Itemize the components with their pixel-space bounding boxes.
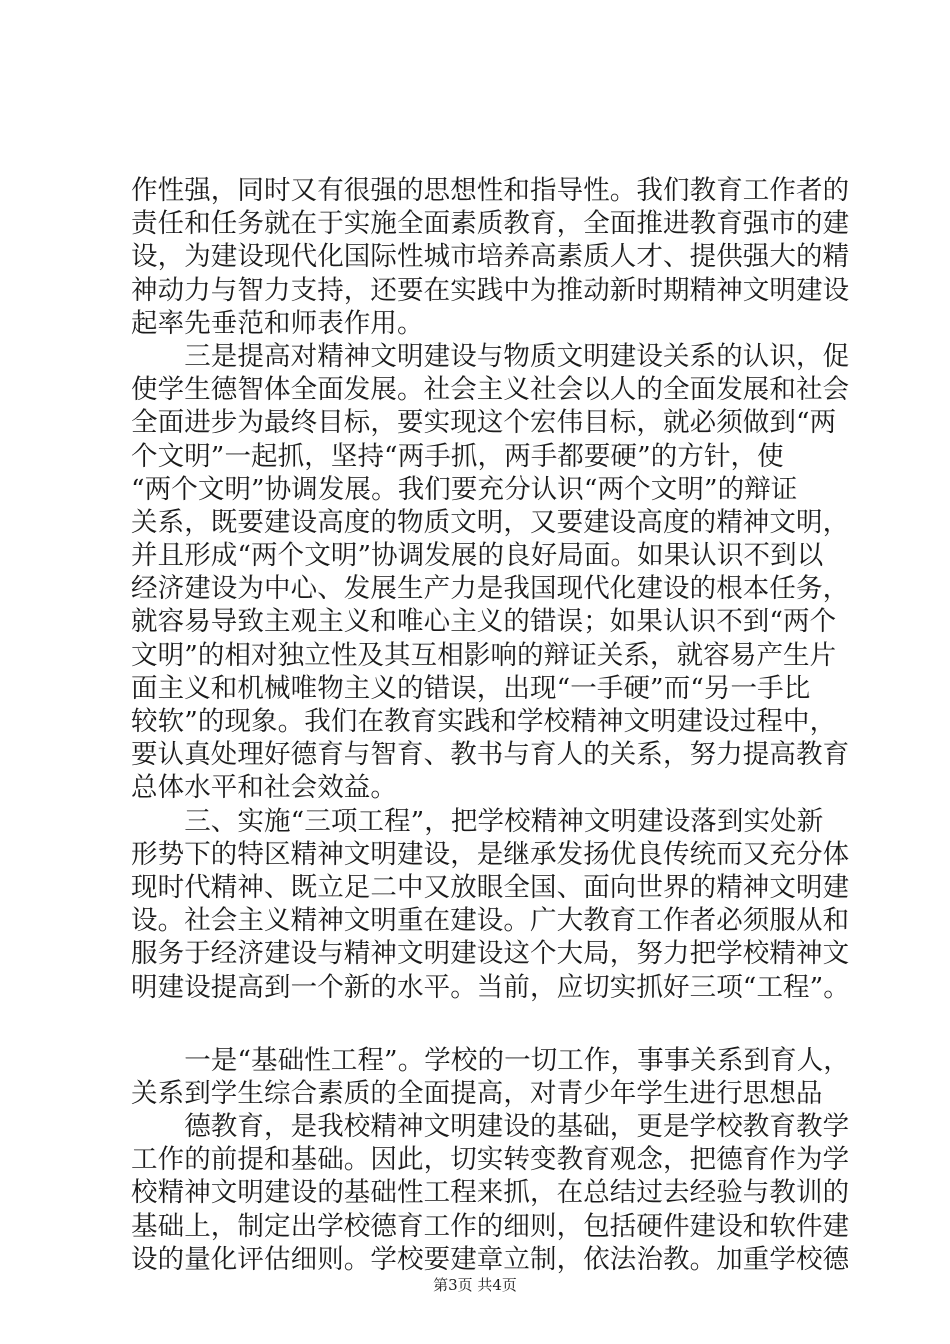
text-line: 服务于经济建设与精神文明建设这个大局，努力把学校精神文 [131, 938, 850, 970]
page-footer [0, 1275, 950, 1295]
text-line: 校精神文明建设的基础性工程来抓，在总结过去经验与教训的 [131, 1177, 850, 1209]
text-line: 关系到学生综合素质的全面提高，对青少年学生进行思想品 [131, 1077, 823, 1109]
text-line: 责任和任务就在于实施全面素质教育，全面推进教育强市的建 [131, 208, 850, 240]
text-line: 三、实施“三项工程”，把学校精神文明建设落到实处新 [131, 805, 824, 837]
paragraph-block-a [131, 174, 850, 1004]
text-line: 设，为建设现代化国际性城市培养高素质人才、提供强大的精 [131, 241, 850, 273]
text-line: 德教育，是我校精神文明建设的基础，更是学校教育教学 [131, 1111, 850, 1143]
document-body [131, 174, 850, 1276]
text-line: 一是“基础性工程”。学校的一切工作，事事关系到育人， [131, 1044, 850, 1076]
paragraph-block-b [131, 1044, 850, 1276]
text-line: 明建设提高到一个新的水平。当前，应切实抓好三项“工程”。 [131, 971, 850, 1003]
text-line: “两个文明”协调发展。我们要充分认识“两个文明”的辩证 [131, 473, 798, 505]
text-line: 较软”的现象。我们在教育实践和学校精神文明建设过程中， [131, 706, 837, 737]
text-line: 并且形成“两个文明”协调发展的良好局面。如果认识不到以 [131, 540, 824, 572]
paragraph-gap [131, 1004, 841, 1044]
text-line: 设。社会主义精神文明重在建设。广大教育工作者必须服从和 [131, 905, 850, 937]
text-line: 经济建设为中心、发展生产力是我国现代化建设的根本任务， [131, 573, 850, 605]
text-line: 作性强，同时又有很强的思想性和指导性。我们教育工作者的 [131, 175, 850, 206]
text-line: 三是提高对精神文明建设与物质文明建设关系的认识，促 [131, 340, 850, 372]
text-line: 面主义和机械唯物主义的错误，出现“一手硬”而“另一手比 [131, 672, 811, 704]
page-number: 第3页 共4页 [433, 1276, 517, 1294]
text-line: 总体水平和社会效益。 [131, 772, 397, 804]
text-line: 全面进步为最终目标，要实现这个宏伟目标，就必须做到“两 [131, 407, 837, 439]
text-line: 形势下的特区精神文明建设，是继承发扬优良传统而又充分体 [131, 838, 850, 870]
text-line: 神动力与智力支持，还要在实践中为推动新时期精神文明建设 [131, 274, 850, 306]
text-line: 使学生德智体全面发展。社会主义社会以人的全面发展和社会 [131, 374, 850, 406]
text-line: 关系，既要建设高度的物质文明，又要建设高度的精神文明， [131, 506, 850, 538]
text-line: 现时代精神、既立足二中又放眼全国、面向世界的精神文明建 [131, 871, 850, 903]
text-line: 起率先垂范和师表作用。 [131, 307, 424, 339]
text-line: 文明”的相对独立性及其互相影响的辩证关系，就容易产生片 [131, 639, 837, 671]
text-line: 个文明”一起抓，坚持“两手抓，两手都要硬”的方针，使 [131, 440, 784, 472]
text-line: 要认真处理好德育与智育、教书与育人的关系，努力提高教育 [131, 739, 850, 771]
text-line: 设的量化评估细则。学校要建章立制，依法治教。加重学校德 [131, 1243, 850, 1275]
text-line: 基础上，制定出学校德育工作的细则，包括硬件建设和软件建 [131, 1210, 850, 1242]
text-line: 就容易导致主观主义和唯心主义的错误；如果认识不到“两个 [131, 606, 837, 638]
text-line: 工作的前提和基础。因此，切实转变教育观念，把德育作为学 [131, 1144, 850, 1176]
